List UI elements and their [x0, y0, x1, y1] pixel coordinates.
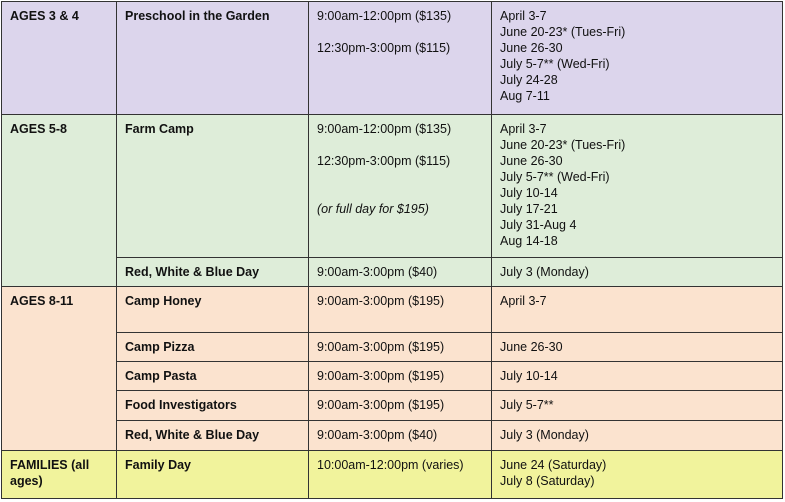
table-row — [2, 258, 783, 287]
time-slot: 9:00am-12:00pm ($135) — [317, 122, 452, 136]
time-cell: 9:00am-3:00pm ($40) — [309, 258, 492, 287]
date-entry: June 26-30 — [500, 41, 563, 55]
dates-cell — [492, 115, 783, 258]
program-cell: Red, White & Blue Day — [117, 258, 309, 287]
age-group-cell: FAMILIES (all ages) — [2, 451, 117, 499]
date-entry: July 8 (Saturday) — [500, 474, 595, 488]
date-entry: June 20-23* (Tues-Fri) — [500, 25, 626, 39]
camp-schedule-table — [1, 1, 783, 499]
date-entry: July 5-7** (Wed-Fri) — [500, 57, 610, 71]
dates-cell: April 3-7 — [492, 287, 783, 333]
age-group-cell: AGES 3 & 4 — [2, 2, 117, 115]
date-entry: June 26-30 — [500, 154, 563, 168]
table-row — [2, 333, 783, 362]
time-cell: 10:00am-12:00pm (varies) — [309, 451, 492, 499]
table-row — [2, 115, 783, 258]
program-cell: Preschool in the Garden — [117, 2, 309, 115]
date-entry: July 31-Aug 4 — [500, 218, 577, 232]
time-slot: 9:00am-12:00pm ($135) — [317, 9, 452, 23]
date-entry: June 20-23* (Tues-Fri) — [500, 138, 626, 152]
dates-cell — [492, 451, 783, 499]
dates-cell: July 3 (Monday) — [492, 421, 783, 451]
date-entry: June 24 (Saturday) — [500, 458, 607, 472]
dates-cell: July 10-14 — [492, 362, 783, 391]
program-cell: Camp Pasta — [117, 362, 309, 391]
program-cell: Camp Honey — [117, 287, 309, 333]
time-cell: 9:00am-3:00pm ($195) — [309, 333, 492, 362]
date-entry: July 24-28 — [500, 73, 558, 87]
table-row — [2, 287, 783, 333]
date-entry: April 3-7 — [500, 122, 547, 136]
dates-cell: June 26-30 — [492, 333, 783, 362]
program-cell: Family Day — [117, 451, 309, 499]
time-cell — [309, 115, 492, 258]
date-entry: July 10-14 — [500, 186, 558, 200]
program-cell: Food Investigators — [117, 391, 309, 421]
table-row — [2, 391, 783, 421]
program-cell: Red, White & Blue Day — [117, 421, 309, 451]
date-entry: July 17-21 — [500, 202, 558, 216]
time-slot: 12:30pm-3:00pm ($115) — [317, 41, 451, 55]
full-day-note: (or full day for $195) — [317, 202, 429, 216]
table-row — [2, 421, 783, 451]
time-cell: 9:00am-3:00pm ($195) — [309, 287, 492, 333]
age-group-cell: AGES 8-11 — [2, 287, 117, 451]
date-entry: Aug 7-11 — [500, 89, 550, 103]
date-entry: April 3-7 — [500, 9, 547, 23]
program-cell: Camp Pizza — [117, 333, 309, 362]
age-group-cell: AGES 5-8 — [2, 115, 117, 287]
dates-cell: July 5-7** — [492, 391, 783, 421]
date-entry: Aug 14-18 — [500, 234, 558, 248]
time-slot: 12:30pm-3:00pm ($115) — [317, 154, 451, 168]
table-row — [2, 362, 783, 391]
program-cell: Farm Camp — [117, 115, 309, 258]
table-row — [2, 451, 783, 499]
table-row — [2, 2, 783, 115]
dates-cell: July 3 (Monday) — [492, 258, 783, 287]
dates-cell — [492, 2, 783, 115]
time-cell: 9:00am-3:00pm ($195) — [309, 362, 492, 391]
time-cell: 9:00am-3:00pm ($40) — [309, 421, 492, 451]
time-cell — [309, 2, 492, 115]
date-entry: July 5-7** (Wed-Fri) — [500, 170, 610, 184]
time-cell: 9:00am-3:00pm ($195) — [309, 391, 492, 421]
